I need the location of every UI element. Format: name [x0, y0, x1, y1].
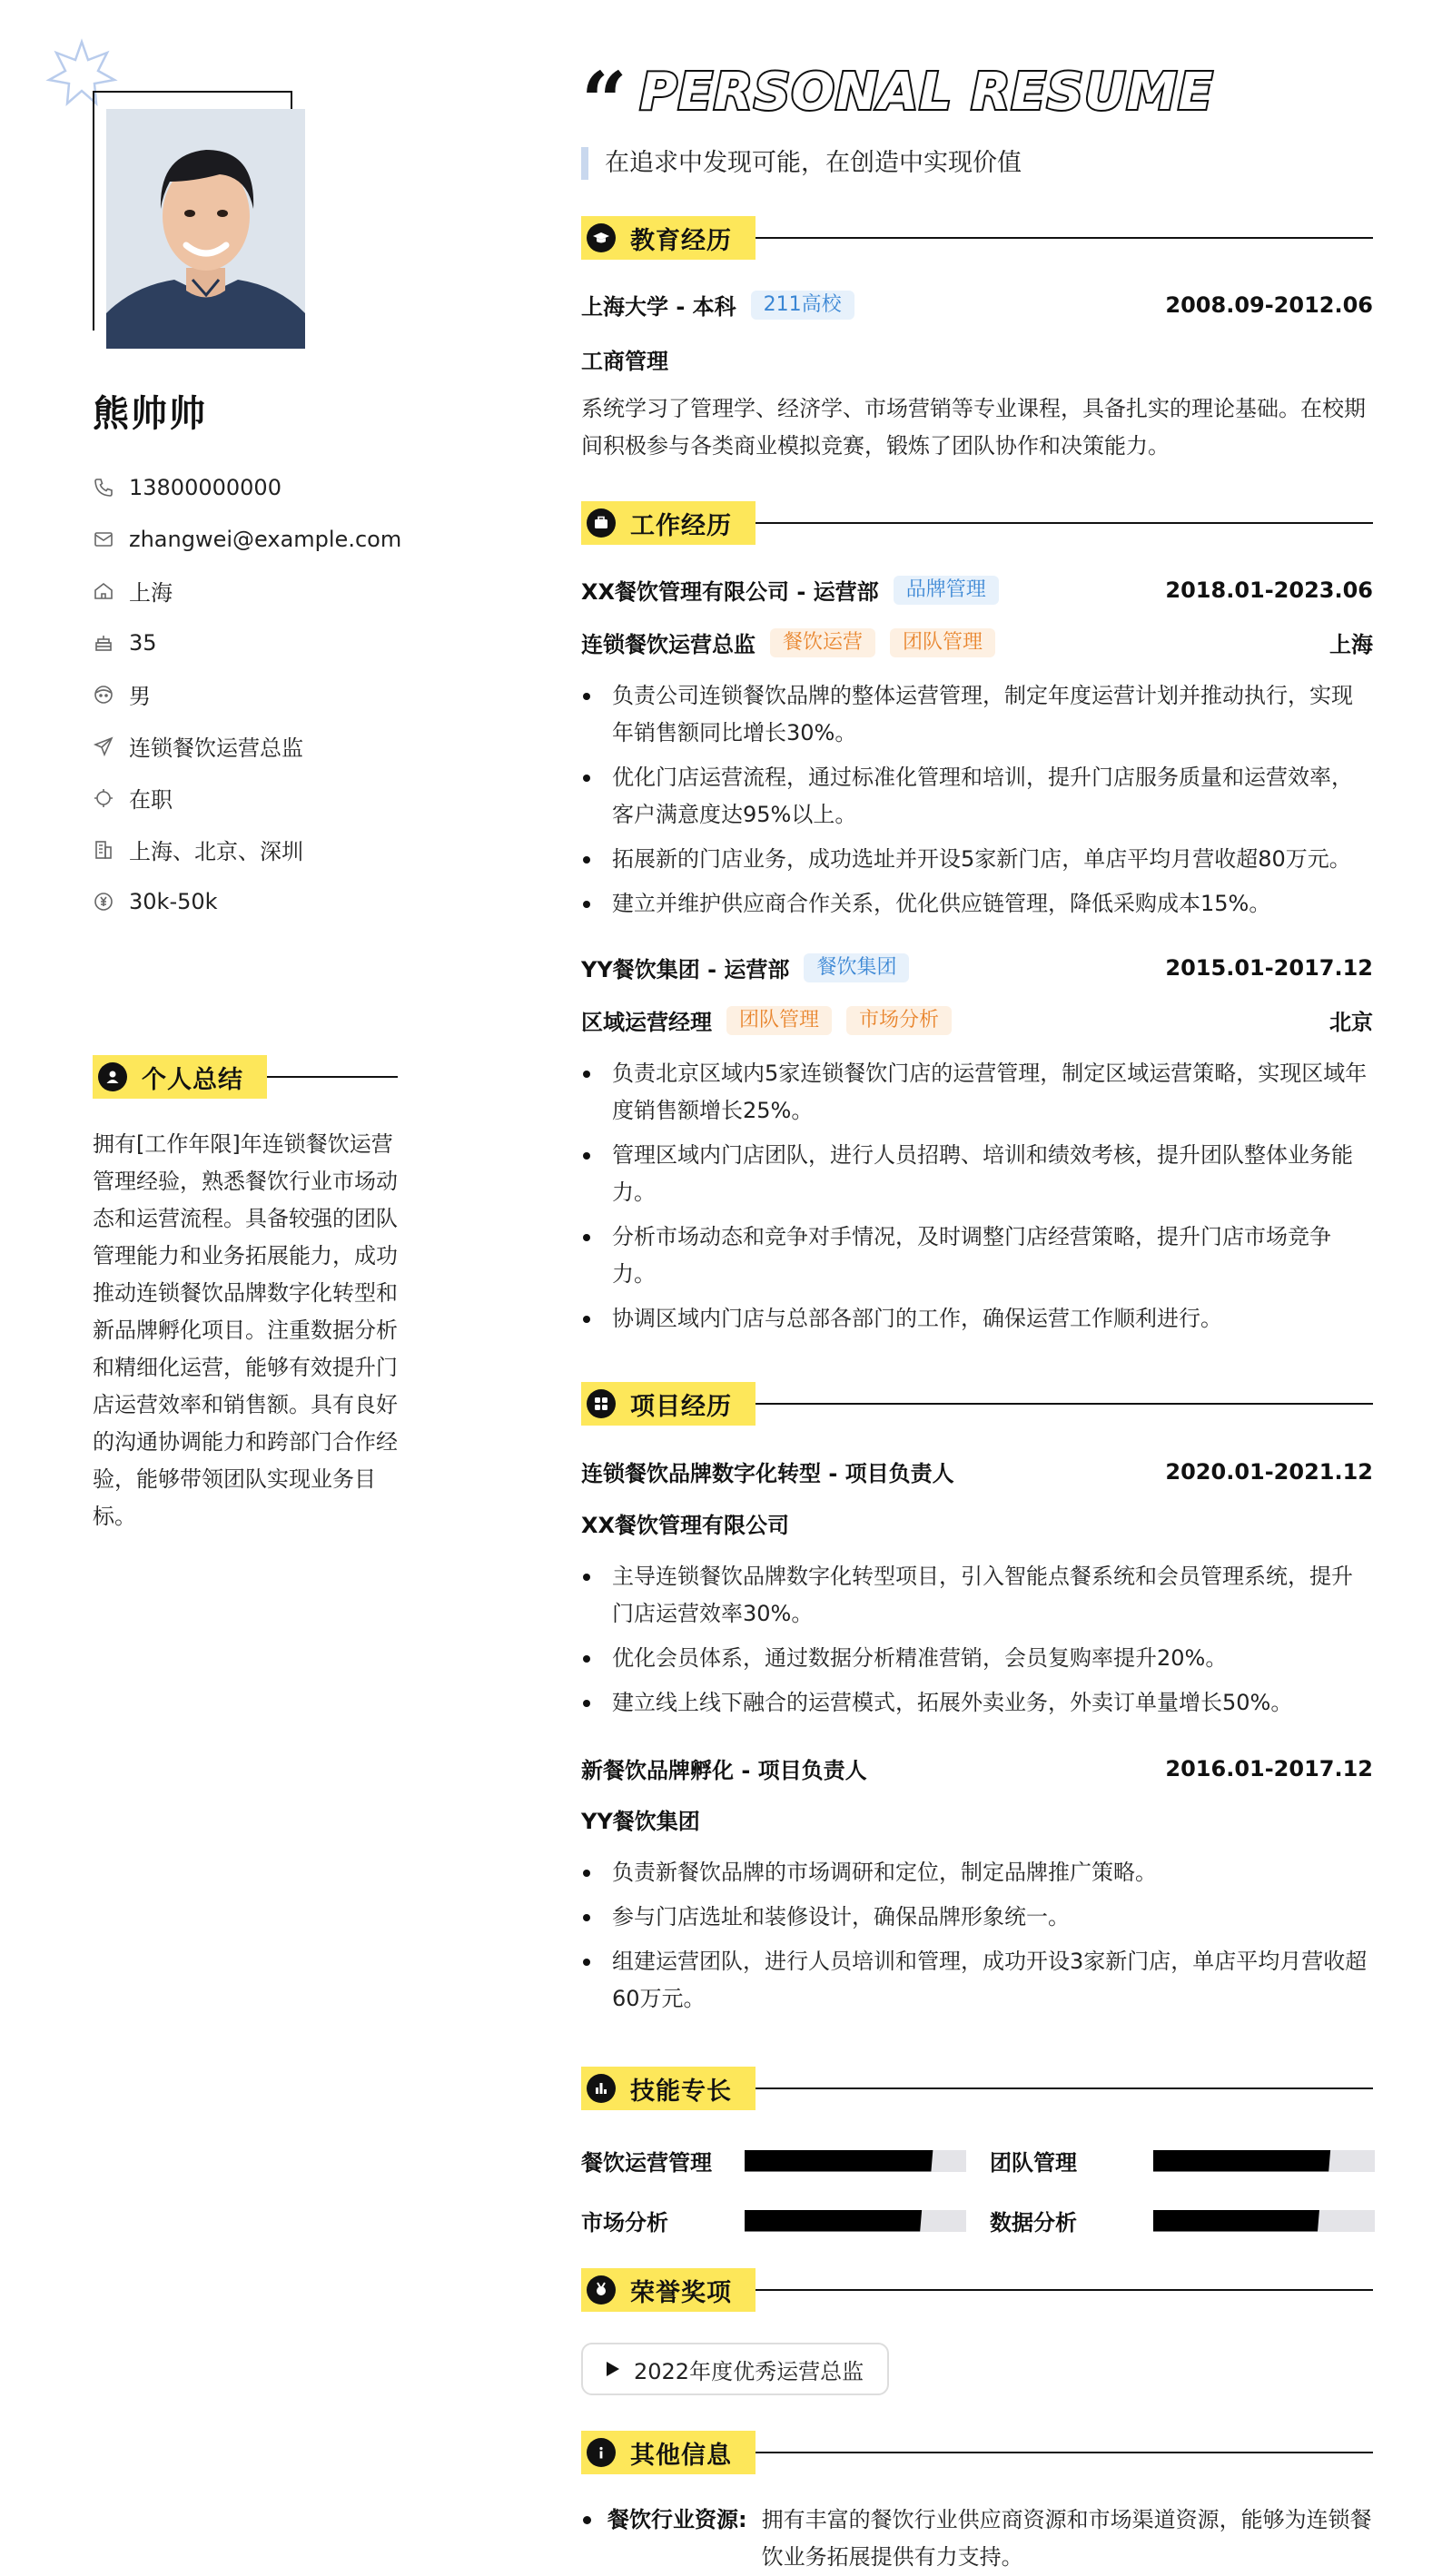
major-row: [581, 343, 1373, 375]
award-chip: [581, 2343, 889, 2395]
gender-icon: [93, 684, 114, 706]
skill-name: 餐饮运营管理: [581, 2150, 712, 2176]
quote-mark-icon: “: [581, 54, 627, 148]
list-item: 分析市场动态和竞争对手情况，及时调整门店经营策略，提升门店市场竞争力。: [581, 1219, 1373, 1293]
job-company-tag: 品牌管理: [894, 576, 999, 605]
info-gender-text: 男: [129, 684, 151, 709]
medal-icon: [587, 2275, 616, 2305]
info-salary-text: 30k-50k: [129, 888, 218, 914]
skill-bar: [745, 2150, 966, 2172]
salary-icon: [93, 891, 114, 913]
list-item: 负责公司连锁餐饮品牌的整体运营管理，制定年度运营计划并推动执行，实现年销售额同比增长30%。: [581, 677, 1373, 752]
education-date: 2008.09-2012.06: [1165, 291, 1373, 318]
education-row: [581, 289, 1373, 321]
section-rule: [756, 522, 1373, 524]
info-cities: [93, 824, 438, 875]
motto: 在追求中发现可能，在创造中实现价值: [581, 147, 1022, 180]
skill-bar-fill: [1153, 2210, 1319, 2232]
section-title-work: 工作经历: [630, 511, 732, 540]
send-icon: [93, 735, 114, 757]
skill-bar-fill: [745, 2150, 933, 2172]
info-email-text: zhangwei@example.com: [129, 526, 402, 552]
project-org: XX餐饮管理有限公司: [581, 1513, 790, 1538]
skill-item: [581, 2145, 966, 2176]
job-1-role-row: [581, 627, 1373, 658]
info-phone: [93, 461, 438, 513]
list-item: 建立并维护供应商合作关系，优化供应链管理，降低采购成本15%。: [581, 885, 1373, 923]
list-item: 负责新餐饮品牌的市场调研和定位，制定品牌推广策略。: [581, 1854, 1373, 1891]
skill-item: [990, 2205, 1375, 2236]
section-header-other: [581, 2431, 1373, 2474]
info-age-text: 35: [129, 629, 157, 656]
other-info-key: 餐饮行业资源:: [607, 2507, 747, 2532]
job-2-company-row: [581, 952, 1373, 983]
list-item: 优化门店运营流程，通过标准化管理和培训，提升门店服务质量和运营效率，客户满意度达95%以上。: [581, 759, 1373, 834]
list-item: 管理区域内门店团队，进行人员招聘、培训和绩效考核，提升团队整体业务能力。: [581, 1137, 1373, 1211]
summary-text: 拥有[工作年限]年连锁餐饮运营管理经验，熟悉餐饮行业市场动态和运营流程。具备较强的团队管理能力和业务拓展能力，成功推动连锁餐饮品牌数字化转型和新品牌孵化项目。注重数据分析和精细化运营，能够有效提升门店运营效率和销售额。具有良好的沟通协调能力和跨部门合作经验，能够带领团队实现业务目标。: [93, 1131, 398, 1529]
job-2-role-row: [581, 1004, 1373, 1036]
job-1-company-row: [581, 574, 1373, 606]
education-description: 系统学习了管理学、经济学、市场营销等专业课程，具备扎实的理论基础。在校期间积极参与各类商业模拟竞赛，锻炼了团队协作和决策能力。: [581, 396, 1366, 459]
project-1-org-row: [581, 1507, 1373, 1539]
job-city: 上海: [1329, 632, 1373, 657]
skill-name: 团队管理: [990, 2150, 1077, 2176]
job-company: XX餐饮管理有限公司 - 运营部: [581, 579, 879, 605]
skill-item: [581, 2205, 966, 2236]
user-icon: [98, 1062, 127, 1091]
info-status-text: 在职: [129, 787, 173, 813]
resume-title-block: [581, 51, 1214, 148]
job-tag: 团队管理: [726, 1006, 832, 1035]
job-tag: 团队管理: [890, 628, 995, 657]
section-title-summary: 个人总结: [142, 1065, 243, 1094]
job-tag: 餐饮运营: [770, 628, 875, 657]
job-city: 北京: [1329, 1010, 1373, 1035]
skill-name: 市场分析: [581, 2210, 668, 2235]
contact-info-list: [93, 461, 438, 927]
job-date: 2018.01-2023.06: [1165, 577, 1373, 603]
info-position-text: 连锁餐饮运营总监: [129, 735, 303, 761]
section-header-education: [581, 216, 1373, 260]
job-company: YY餐饮集团 - 运营部: [581, 957, 790, 982]
skill-bar-fill: [745, 2210, 922, 2232]
phone-icon: [93, 477, 114, 498]
section-title-projects: 项目经历: [630, 1392, 732, 1421]
skill-name: 数据分析: [990, 2210, 1077, 2235]
section-header-work: [581, 501, 1373, 545]
list-item: 负责北京区域内5家连锁餐饮门店的运营管理，制定区域运营策略，实现区域年度销售额增长25%。: [581, 1055, 1373, 1130]
mail-icon: [93, 528, 114, 550]
section-rule: [756, 2452, 1373, 2453]
section-header-skills: [581, 2067, 1373, 2110]
section-title-other: 其他信息: [630, 2441, 732, 2470]
other-info-item: [581, 2502, 1373, 2576]
avatar: [106, 109, 305, 349]
info-city: [93, 565, 438, 617]
section-rule: [267, 1076, 398, 1078]
project-date: 2016.01-2017.12: [1165, 1755, 1373, 1781]
graduation-cap-icon: [587, 223, 616, 252]
list-item: 拓展新的门店业务，成功选址并开设5家新门店，单店平均月营收超80万元。: [581, 841, 1373, 878]
project-title: 新餐饮品牌孵化 - 项目负责人: [581, 1758, 867, 1783]
cake-icon: [93, 632, 114, 654]
project-2-title-row: [581, 1752, 1373, 1784]
briefcase-icon: [587, 508, 616, 538]
job-company-tag: 餐饮集团: [804, 953, 909, 982]
list-item: 主导连锁餐饮品牌数字化转型项目，引入智能点餐系统和会员管理系统，提升门店运营效率30%。: [581, 1558, 1373, 1633]
list-item: 参与门店选址和装修设计，确保品牌形象统一。: [581, 1899, 1373, 1936]
section-rule: [756, 2087, 1373, 2089]
info-city-text: 上海: [129, 580, 173, 606]
info-salary: [93, 875, 438, 927]
job-date: 2015.01-2017.12: [1165, 954, 1373, 981]
project-2-org-row: [581, 1803, 1373, 1835]
section-rule: [756, 237, 1373, 239]
job-role: 连锁餐饮运营总监: [581, 632, 756, 657]
skill-item: [990, 2145, 1375, 2176]
list-item: 组建运营团队，进行人员培训和管理，成功开设3家新门店，单店平均月营收超60万元。: [581, 1943, 1373, 2018]
major: 工商管理: [581, 349, 668, 374]
skill-bar: [1153, 2150, 1375, 2172]
section-title-awards: 荣誉奖项: [630, 2278, 732, 2307]
project-2-bullets: [581, 1854, 1373, 2025]
project-date: 2020.01-2021.12: [1165, 1458, 1373, 1485]
resume-title: PERSONAL RESUME: [639, 62, 1214, 122]
candidate-name: 熊帅帅: [93, 393, 207, 435]
job-1-bullets: [581, 677, 1373, 930]
section-header-summary: [93, 1055, 398, 1099]
job-tag: 市场分析: [846, 1006, 952, 1035]
info-gender: [93, 668, 438, 720]
job-role: 区域运营经理: [581, 1010, 712, 1035]
list-item: 优化会员体系，通过数据分析精准营销，会员复购率提升20%。: [581, 1640, 1373, 1677]
skill-bar-fill: [1153, 2150, 1330, 2172]
project-1-bullets: [581, 1558, 1373, 1729]
section-title-education: 教育经历: [630, 226, 732, 255]
list-item: 协调区域内门店与总部各部门的工作，确保运营工作顺利进行。: [581, 1300, 1373, 1337]
other-info-value: 拥有丰富的餐饮行业供应商资源和市场渠道资源，能够为连锁餐饮业务拓展提供有力支持。: [761, 2507, 1372, 2570]
info-position: [93, 720, 438, 772]
skill-bar: [745, 2210, 966, 2232]
status-icon: [93, 787, 114, 809]
skill-bar: [1153, 2210, 1375, 2232]
right-column: [581, 0, 1373, 2570]
left-column: [0, 0, 454, 2537]
award-text: 2022年度优秀运营总监: [634, 2358, 864, 2384]
building-icon: [93, 839, 114, 861]
bar-chart-icon: [587, 2074, 616, 2103]
section-header-projects: [581, 1382, 1373, 1426]
info-cities-text: 上海、北京、深圳: [129, 839, 303, 864]
project-title: 连锁餐饮品牌数字化转型 - 项目负责人: [581, 1461, 954, 1486]
project-1-title-row: [581, 1456, 1373, 1487]
school-tag: 211高校: [751, 291, 854, 320]
job-2-bullets: [581, 1055, 1373, 1345]
section-title-skills: 技能专长: [630, 2077, 732, 2106]
info-status: [93, 772, 438, 824]
info-phone-text: 13800000000: [129, 474, 281, 500]
school-name: 上海大学 - 本科: [581, 294, 736, 320]
info-age: [93, 617, 438, 668]
info-icon: [587, 2438, 616, 2467]
section-header-awards: [581, 2268, 1373, 2312]
list-item: 建立线上线下融合的运营模式，拓展外卖业务，外卖订单量增长50%。: [581, 1684, 1373, 1722]
grid-icon: [587, 1389, 616, 1418]
project-org: YY餐饮集团: [581, 1809, 700, 1834]
play-icon: [605, 2360, 621, 2378]
section-rule: [756, 1403, 1373, 1405]
section-rule: [756, 2289, 1373, 2291]
info-email: [93, 513, 438, 565]
home-icon: [93, 580, 114, 602]
